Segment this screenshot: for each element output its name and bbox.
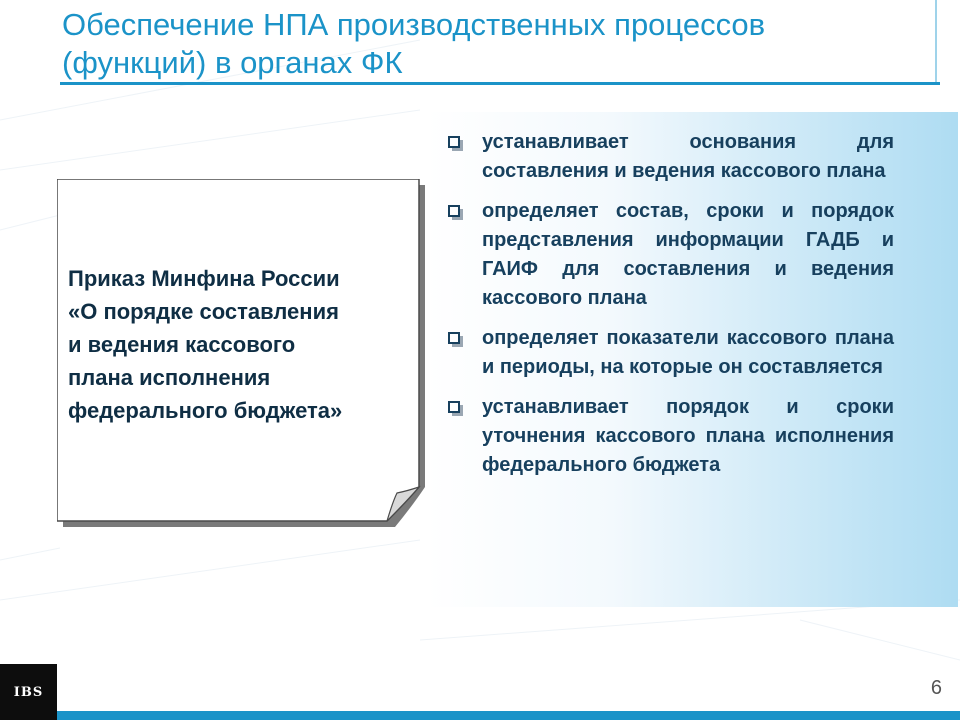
document-line-4: плана исполнения [68,365,271,390]
checkbox-icon [448,205,460,217]
slide-title [62,6,922,82]
bullet-item [448,128,894,186]
bullet-text: устанавливает основания для составления и ведения кассового плана [482,131,894,182]
bullet-item [448,197,894,313]
bullet-text: определяет состав, сроки и порядок представления информации ГАДБ и ГАИФ для составления и ведения кассового плана [482,200,894,309]
bullet-text: устанавливает порядок и сроки уточнения кассового плана исполнения федерального бюджета [482,396,894,476]
title-underline [60,82,940,85]
title-line-1: Обеспечение НПА производственных процессов [62,7,766,42]
title-side-rule [935,0,937,84]
logo-text: IBS [13,684,44,700]
checkbox-icon [448,136,460,148]
title-line-2: (функций) в органах ФК [62,45,403,80]
document-title [68,262,408,427]
document-line-2: «О порядке составления [68,299,339,324]
bullet-text: определяет показатели кассового плана и периоды, на которые он составляется [482,327,894,378]
bullet-item [448,324,894,382]
document-line-1: Приказ Минфина России [68,266,340,291]
footer-bar [0,711,960,720]
ibs-logo [0,664,57,720]
document-line-3: и ведения кассового [68,332,296,357]
checkbox-icon [448,332,460,344]
bullet-item [448,393,894,480]
document-line-5: федерального бюджета» [68,398,343,423]
checkbox-icon [448,401,460,413]
bullet-list [448,128,894,491]
page-number: 6 [930,677,942,699]
